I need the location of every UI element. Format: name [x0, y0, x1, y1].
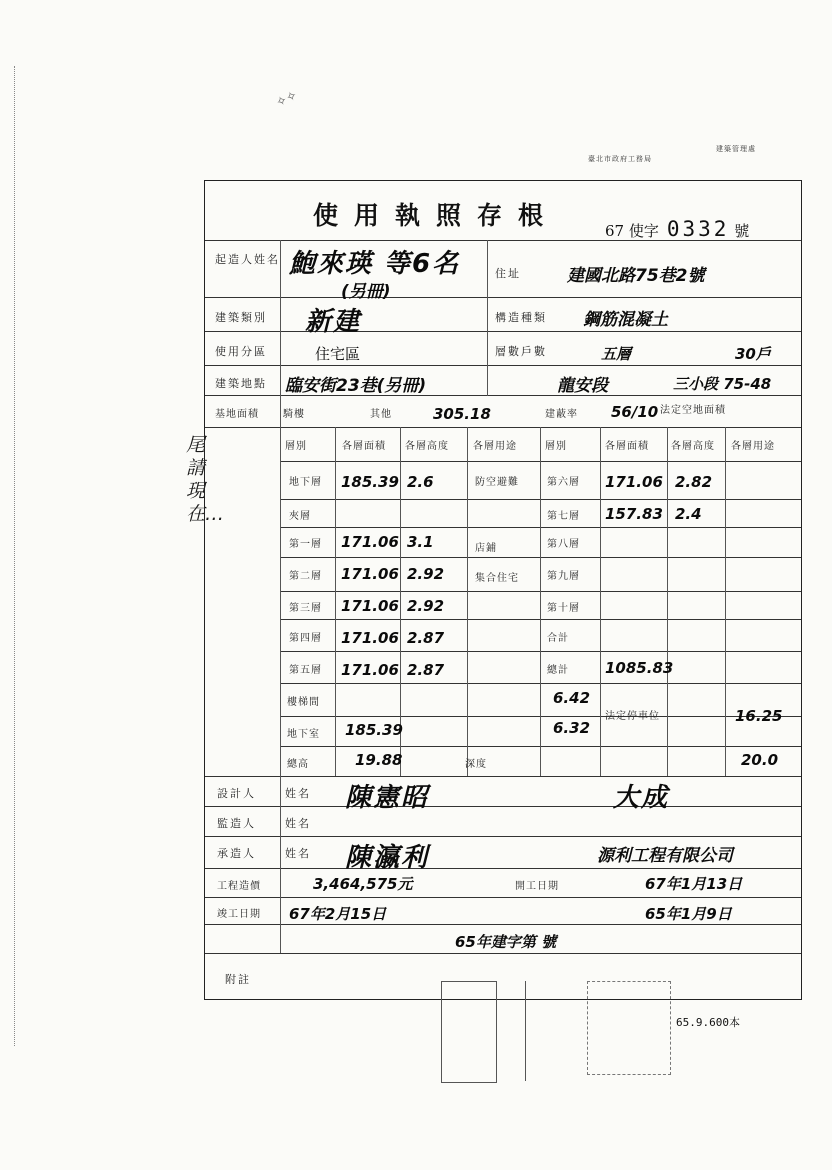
- height-7: 2.4: [675, 505, 702, 523]
- margin-note: 尾請現在…: [186, 434, 225, 525]
- coverage-value: 56/10: [611, 403, 659, 421]
- form-footer: 65.9.600本: [676, 1016, 740, 1029]
- parking-value: 16.25: [735, 707, 783, 725]
- floor-10: 第十層: [547, 603, 580, 614]
- builder-value: 鮑來瑛 等6名: [289, 249, 461, 279]
- area-5: 171.06: [341, 661, 399, 679]
- scan-edge: [14, 66, 17, 1046]
- area-b1: 185.39: [341, 473, 399, 491]
- col-use: 各層用途: [473, 441, 517, 452]
- area-7: 157.83: [605, 505, 663, 523]
- col-floor: 層別: [285, 441, 307, 452]
- site-label: 建築地點: [215, 377, 267, 390]
- building-type-label: 建築類別: [215, 311, 267, 324]
- cost-label: 工程造價: [217, 881, 261, 892]
- floor-4: 第四層: [289, 633, 322, 644]
- col-floor-right: 層別: [545, 441, 567, 452]
- license-form: [204, 180, 802, 1000]
- seal-box: [441, 981, 497, 1083]
- structure-label: 構造種類: [495, 311, 547, 324]
- area-other-value: 305.18: [433, 405, 491, 423]
- area-4: 171.06: [341, 629, 399, 647]
- contractor-value: 陳瀛利: [345, 843, 430, 873]
- stair-outside: 6.32: [553, 719, 591, 737]
- floor-5: 第五層: [289, 665, 322, 676]
- area-3: 171.06: [341, 597, 399, 615]
- col-height: 各層高度: [405, 441, 449, 452]
- contractor-label: 承造人: [217, 847, 256, 860]
- floor-7: 第七層: [547, 511, 580, 522]
- height-5: 2.87: [407, 661, 445, 679]
- floor-6: 第六層: [547, 477, 580, 488]
- area-label: 基地面積: [215, 409, 259, 420]
- address-value: 建國北路75巷2號: [567, 266, 705, 286]
- stamp-line-2: 建築管理處: [716, 145, 756, 153]
- lot-value: 三小段 75-48: [673, 375, 772, 393]
- site-section-value: 龍安段: [557, 376, 608, 396]
- floor-b1: 地下層: [289, 477, 322, 488]
- height-1: 3.1: [407, 533, 434, 551]
- col-area-right: 各層面積: [605, 441, 649, 452]
- height-3: 2.92: [407, 597, 445, 615]
- arcade-label: 騎樓: [283, 409, 305, 420]
- document-number: [605, 217, 749, 241]
- other-label: 其他: [370, 409, 392, 420]
- floors-value: 五層: [601, 345, 632, 363]
- legal-open-label: 法定空地面積: [660, 405, 726, 416]
- cost-value: 3,464,575元: [313, 875, 413, 893]
- height-label: 總高: [287, 759, 309, 770]
- remarks-label: 附註: [225, 973, 251, 986]
- height-2: 2.92: [407, 565, 445, 583]
- contractor-firm-value: 源利工程有限公司: [597, 846, 733, 866]
- document-suffix: 號: [734, 222, 750, 240]
- usage-value: 住宅區: [315, 345, 361, 363]
- use-2: 集合住宅: [475, 573, 519, 584]
- area-2: 171.06: [341, 565, 399, 583]
- scan-scribble: ✧✧: [273, 88, 300, 111]
- col-height-right: 各層高度: [671, 441, 715, 452]
- col-use-right: 各層用途: [731, 441, 775, 452]
- floor-2: 第二層: [289, 571, 322, 582]
- contractor-name-label: 姓名: [285, 847, 311, 860]
- height-4: 2.87: [407, 629, 445, 647]
- license-no-value: 65年建字第 號: [455, 933, 557, 951]
- form-title: 使用執照存根: [313, 201, 560, 230]
- floor-mezz: 夾層: [289, 511, 311, 522]
- depth-label: 深度: [465, 759, 487, 770]
- usage-label: 使用分區: [215, 345, 267, 358]
- supervisor-name-label: 姓名: [285, 817, 311, 830]
- start-label: 開工日期: [515, 881, 559, 892]
- coverage-label: 建蔽率: [545, 409, 578, 420]
- stairs-label: 樓梯間: [287, 697, 320, 708]
- designer-label: 設計人: [217, 787, 256, 800]
- floor-9: 第九層: [547, 571, 580, 582]
- parking-label: 法定停車位: [605, 711, 660, 722]
- floor-subtotal: 合計: [547, 633, 569, 644]
- use-1: 店鋪: [475, 543, 497, 554]
- site-value: 臨安街23巷(另冊): [285, 376, 427, 396]
- document-prefix: 67 使字: [605, 222, 659, 240]
- supervisor-label: 監造人: [217, 817, 256, 830]
- depth-value: 20.0: [741, 751, 779, 769]
- start-date-value: 67年1月13日: [645, 875, 743, 893]
- stair-inside: 6.42: [553, 689, 591, 707]
- address-label: 住址: [495, 267, 521, 280]
- designer-value: 陳憲昭: [345, 783, 430, 813]
- basement-value: 185.39: [345, 721, 403, 739]
- height-value: 19.88: [355, 751, 403, 769]
- basement-label: 地下室: [287, 729, 320, 740]
- designer-firm-value: 大成: [613, 783, 670, 813]
- col-area: 各層面積: [342, 441, 386, 452]
- floor-1: 第一層: [289, 539, 322, 550]
- seal-box-2: [495, 981, 526, 1081]
- builder-label: 起造人姓名: [215, 253, 280, 266]
- units-label: 層數戶數: [495, 345, 547, 358]
- builder-note: (另冊): [341, 282, 391, 302]
- approval-stamp: [587, 981, 671, 1075]
- completion-value: 67年2月15日: [289, 905, 387, 923]
- height-6: 2.82: [675, 473, 713, 491]
- completion-label: 竣工日期: [217, 909, 261, 920]
- use-b1: 防空避難: [475, 477, 519, 488]
- designer-name-label: 姓名: [285, 787, 311, 800]
- area-6: 171.06: [605, 473, 663, 491]
- height-b1: 2.6: [407, 473, 434, 491]
- floor-3: 第三層: [289, 603, 322, 614]
- floor-8: 第八層: [547, 539, 580, 550]
- structure-value: 鋼筋混凝土: [583, 310, 668, 330]
- completion2-value: 65年1月9日: [645, 905, 732, 923]
- area-1: 171.06: [341, 533, 399, 551]
- stamp-line-1: 臺北市政府工務局: [588, 155, 652, 163]
- building-type-value: 新建: [305, 307, 362, 337]
- document-number-value: 0332: [666, 217, 730, 241]
- total-value: 1085.83: [605, 659, 674, 677]
- floor-total: 總計: [547, 665, 569, 676]
- units-value: 30戶: [735, 345, 771, 363]
